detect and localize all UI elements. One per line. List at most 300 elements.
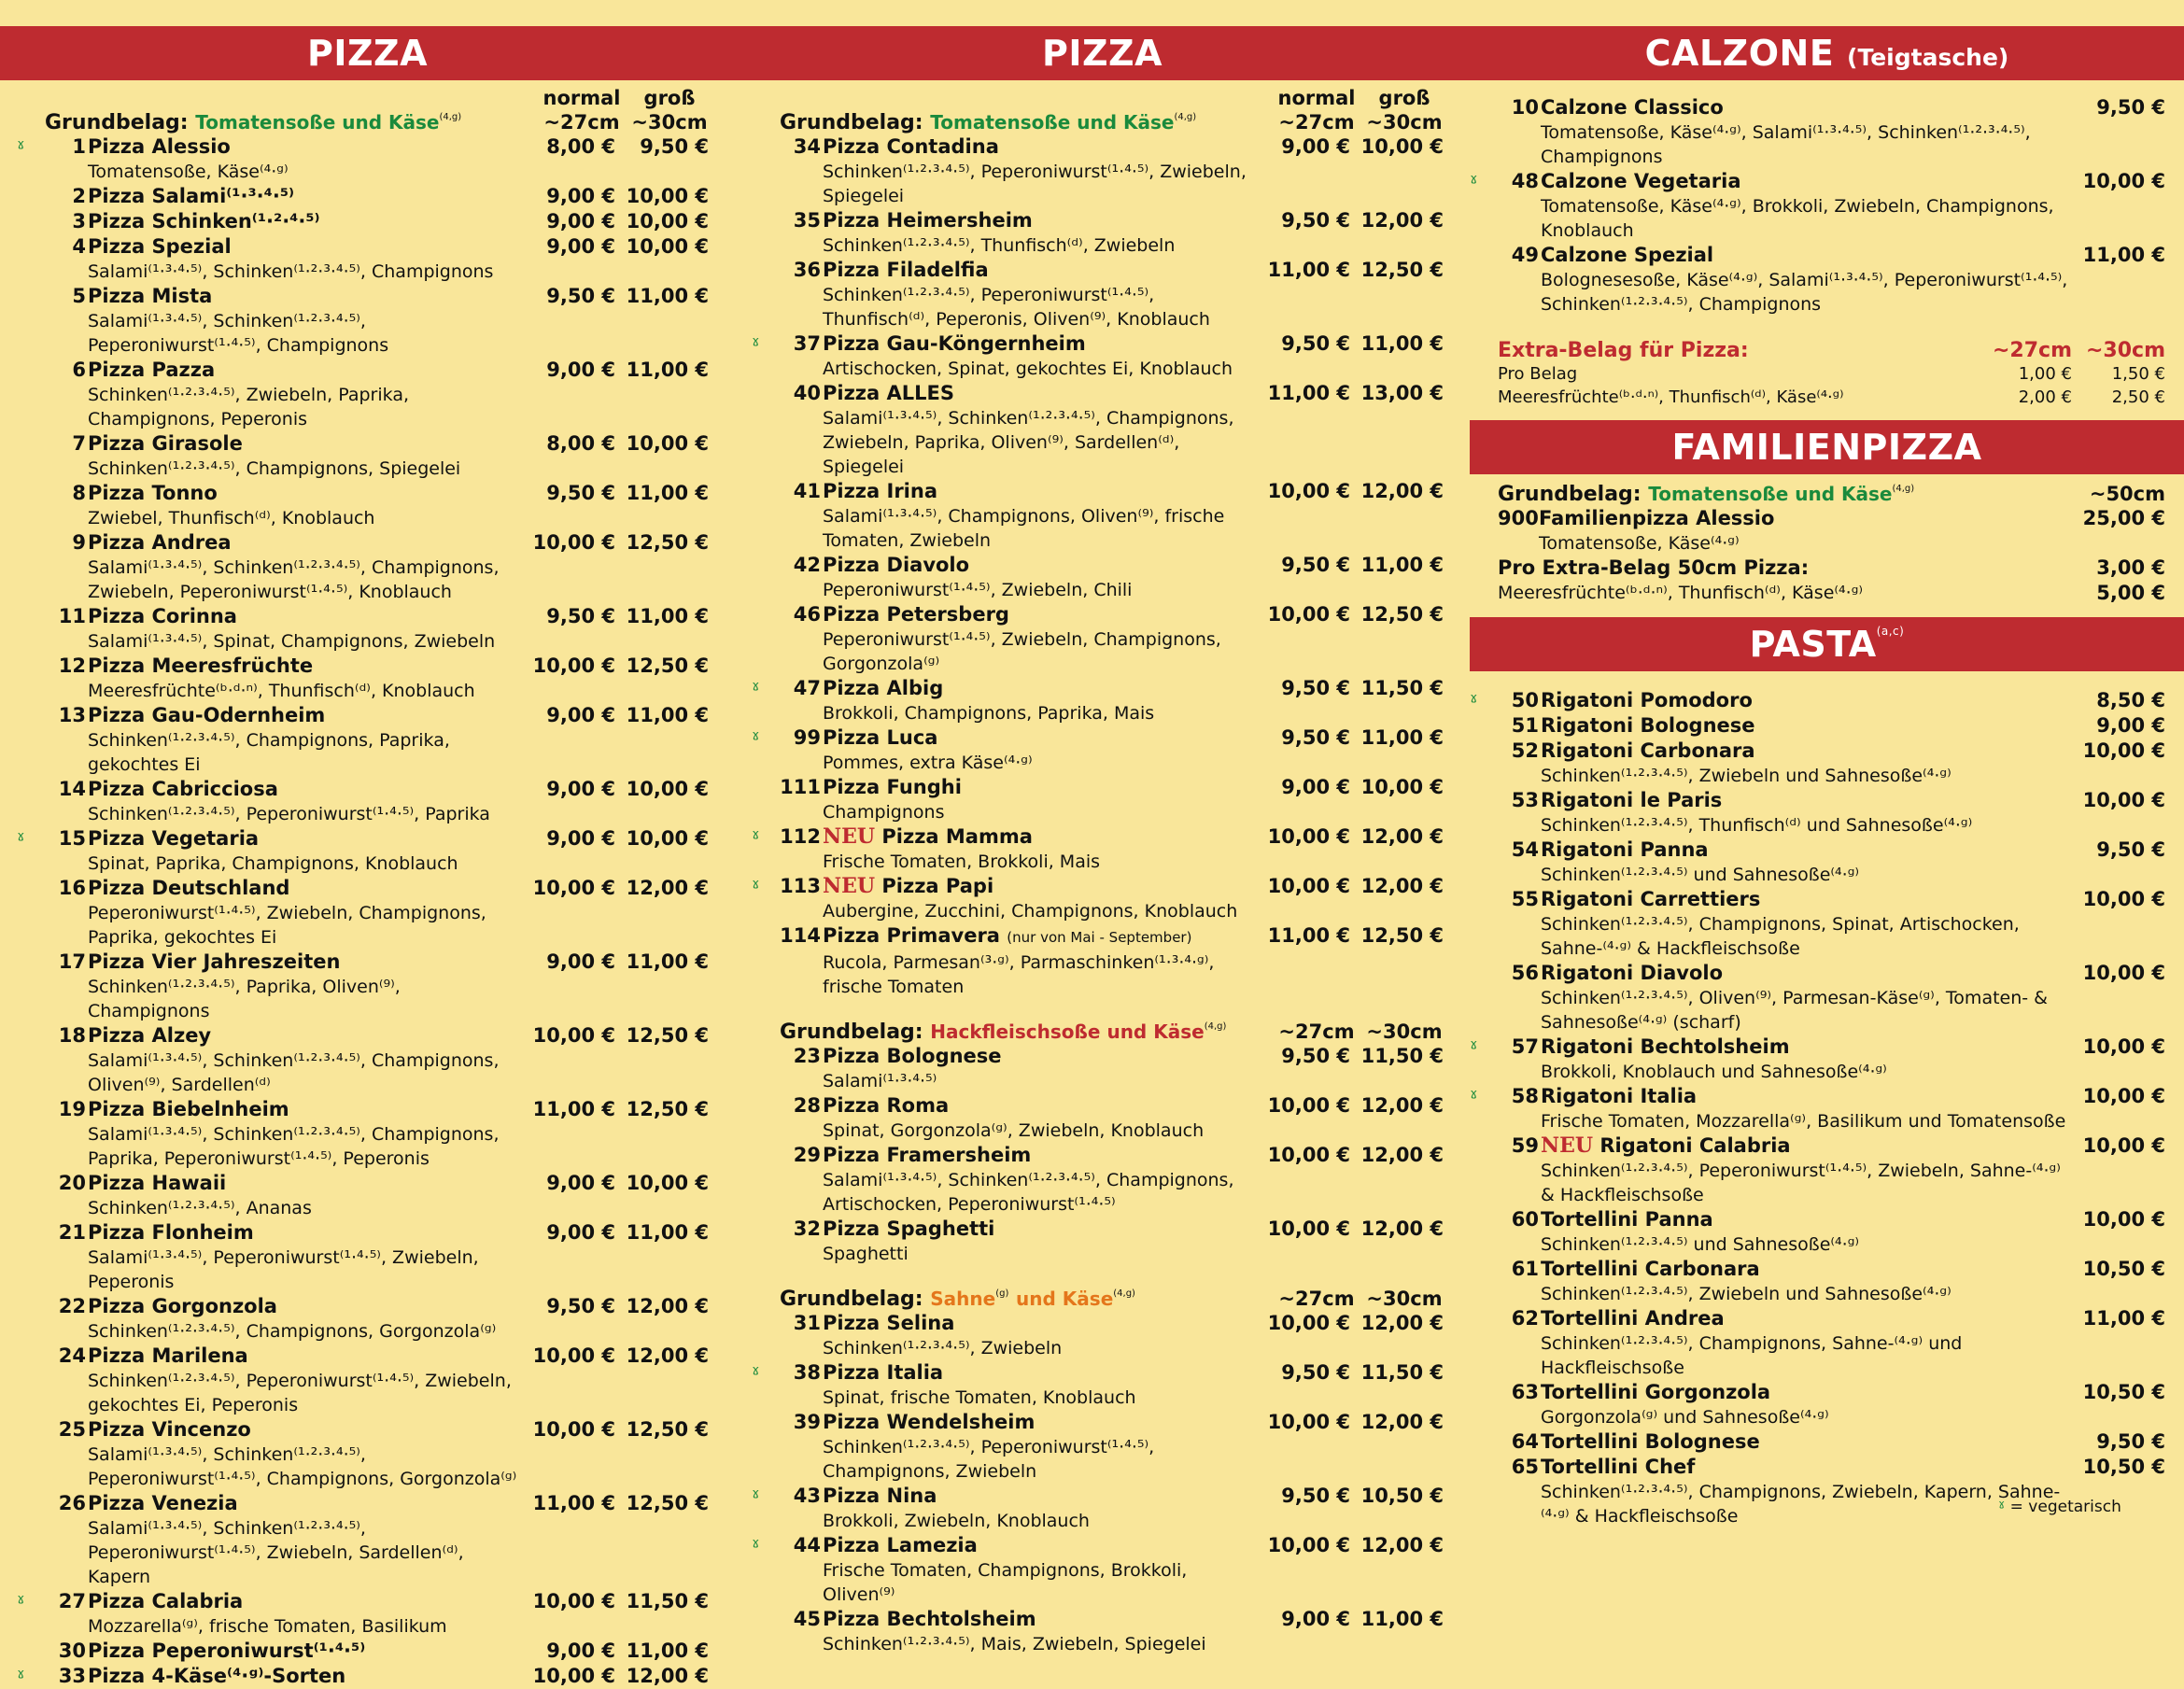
menu-item-53 <box>1498 788 2165 837</box>
item-desc: Schinken⁽¹·²·³·⁴·⁵⁾, Champignons, Zwiebeln, Kapern, Sahne-⁽⁴·ᵍ⁾ & Hackfleischsoße <box>1541 1482 2061 1527</box>
item-name: Tortellini Gorgonzola <box>1541 1381 1771 1403</box>
menu-item-35 <box>780 208 1444 258</box>
menu-item-36 <box>780 258 1444 331</box>
item-number: 22 <box>58 1295 86 1317</box>
item-main <box>86 1639 518 1664</box>
item-name-line <box>823 258 1253 283</box>
item-number: 36 <box>793 259 821 281</box>
item-price-large: 10,50 € <box>1360 1485 1444 1507</box>
vegetarian-icon: ˠ <box>1998 1498 2006 1516</box>
item-price-normal: 10,00 € <box>532 654 615 677</box>
vegetarian-icon: ˠ <box>1470 1085 1478 1107</box>
item-desc: Spinat, frische Tomaten, Knoblauch <box>823 1387 1136 1408</box>
item-name: Pizza Heimersheim <box>823 209 1033 232</box>
item-main <box>1539 1429 2072 1455</box>
item-name: Pizza Mamma <box>881 825 1033 848</box>
item-main <box>1539 1207 2072 1257</box>
item-desc: Pommes, extra Käse⁽⁴·ᵍ⁾ <box>823 753 1033 773</box>
item-price: 10,00 € <box>2082 888 2165 910</box>
item-name: Pizza Marilena <box>88 1344 248 1367</box>
item-name-line <box>88 134 518 160</box>
item-price-normal: 11,00 € <box>1267 259 1350 281</box>
item-price-normal: 8,00 € <box>546 432 615 455</box>
item-price-normal: 10,00 € <box>1267 1411 1350 1433</box>
item-name-line <box>88 234 518 260</box>
item-main <box>821 725 1253 775</box>
item-price-normal: 10,00 € <box>1267 1312 1350 1334</box>
item-price-large: 11,00 € <box>626 482 709 504</box>
item-name-line <box>823 602 1253 627</box>
item-price: 11,00 € <box>2082 244 2165 266</box>
extra-row-price-2: 2,50 € <box>2111 387 2165 407</box>
menu-item-37 <box>752 331 1444 381</box>
family-extra-price: 3,00 € <box>2096 556 2165 579</box>
item-price-large: 12,00 € <box>626 1665 709 1687</box>
item-number: 27 <box>58 1590 86 1612</box>
menu-item-22 <box>45 1294 709 1344</box>
item-number: 45 <box>793 1608 821 1630</box>
item-name: Pizza Deutschland <box>88 877 290 899</box>
item-number: 32 <box>793 1217 821 1240</box>
item-price-normal: 9,00 € <box>546 359 615 381</box>
item-name-line <box>1541 739 2072 764</box>
item-main <box>1539 788 2072 837</box>
item-price-large: 12,50 € <box>1360 924 1444 947</box>
item-name: Pizza Schinken⁽¹·²·⁴·⁵⁾ <box>88 210 320 232</box>
item-name: Pizza Alzey <box>88 1024 212 1047</box>
item-name: Pizza Venezia <box>88 1492 238 1514</box>
menu-item-28 <box>780 1093 1444 1143</box>
item-name: Pizza Framersheim <box>823 1144 1032 1166</box>
item-number: 37 <box>793 332 821 355</box>
item-price-normal: 9,00 € <box>546 827 615 850</box>
item-price-large: 11,00 € <box>1360 1608 1444 1630</box>
menu-item-54 <box>1498 837 2165 887</box>
item-main <box>86 703 518 777</box>
item-name-line <box>1541 837 2072 863</box>
item-price-normal: 9,50 € <box>546 285 615 307</box>
item-main <box>86 1664 518 1689</box>
item-price: 9,50 € <box>2096 1430 2165 1453</box>
item-desc: Rucola, Parmesan⁽³·ᵍ⁾, Parmaschinken⁽¹·³·⁴·ᵍ⁾, frische Tomaten <box>823 952 1215 997</box>
item-price-large: 11,50 € <box>1360 1045 1444 1067</box>
base-value: Tomatensoße und Käse <box>195 111 440 134</box>
menu-item-39 <box>780 1410 1444 1484</box>
item-name-line <box>823 775 1253 800</box>
menu-item-50 <box>1470 688 2165 713</box>
base-label: Grundbelag: <box>780 111 923 134</box>
item-name-line <box>88 1220 518 1246</box>
menu-item-1 <box>17 134 709 184</box>
menu-item-31 <box>780 1311 1444 1360</box>
item-number: 5 <box>72 285 86 307</box>
item-price-normal: 10,00 € <box>532 1665 615 1687</box>
item-name: Rigatoni Carbonara <box>1541 739 1755 762</box>
item-price-large: 12,50 € <box>626 1024 709 1047</box>
size-normal-cm: ~27cm <box>1278 1288 1355 1310</box>
item-main <box>821 479 1253 553</box>
item-name-line <box>88 826 518 852</box>
item-name-line <box>1541 1257 2072 1282</box>
menu-item-42 <box>780 553 1444 602</box>
section-title-pizza-1: PIZZA <box>0 26 735 80</box>
item-main <box>1539 1035 2072 1084</box>
item-main <box>86 654 518 703</box>
item-name: Calzone Spezial <box>1541 244 1714 266</box>
item-price-normal: 10,00 € <box>1267 1217 1350 1240</box>
item-name-line <box>1541 1035 2072 1060</box>
item-price-normal: 9,00 € <box>546 778 615 800</box>
item-price-normal: 10,00 € <box>1267 1534 1350 1556</box>
item-price-large: 10,00 € <box>626 210 709 232</box>
item-price-large: 12,00 € <box>1360 1094 1444 1117</box>
item-number: 17 <box>58 950 86 973</box>
item-name: Pizza Meeresfrüchte <box>88 654 314 677</box>
item-main <box>821 134 1253 208</box>
item-main <box>1539 1455 2072 1528</box>
item-main <box>1539 95 2072 169</box>
item-name-line <box>88 1639 518 1664</box>
base-sup: (4,g) <box>1892 484 1915 494</box>
item-price-normal: 9,00 € <box>546 210 615 232</box>
item-number: 50 <box>1511 689 1539 711</box>
item-number: 12 <box>58 654 86 677</box>
item-number: 39 <box>793 1411 821 1433</box>
item-price-large: 10,00 € <box>1360 135 1444 158</box>
item-number: 38 <box>793 1361 821 1384</box>
menu-item-21 <box>45 1220 709 1294</box>
size-normal-cm: ~27cm <box>1278 111 1355 134</box>
item-number: 24 <box>58 1344 86 1367</box>
item-name-line <box>88 703 518 728</box>
item-desc: Meeresfrüchte⁽ᵇ·ᵈ·ⁿ⁾, Thunfisch⁽ᵈ⁾, Knoblauch <box>88 681 475 701</box>
item-name: Tortellini Chef <box>1541 1456 1696 1478</box>
item-name-line <box>1541 169 2072 194</box>
item-price-normal: 10,00 € <box>1267 480 1350 502</box>
item-price: 10,50 € <box>2082 1381 2165 1403</box>
item-main <box>821 1044 1253 1093</box>
item-number: 56 <box>1511 962 1539 984</box>
item-desc: Schinken⁽¹·²·³·⁴·⁵⁾, Peperoniwurst⁽¹·⁴·⁵⁾, Champignons, Zwiebeln <box>823 1437 1155 1482</box>
base-value-1: Sahne <box>930 1288 996 1310</box>
vegetarian-icon: ˠ <box>17 827 25 850</box>
item-price-normal: 9,50 € <box>1281 554 1350 576</box>
item-price-large: 12,00 € <box>626 1295 709 1317</box>
item-desc: Salami⁽¹·³·⁴·⁵⁾, Champignons, Oliven⁽⁹⁾, frische Tomaten, Zwiebeln <box>823 506 1225 551</box>
item-number: 25 <box>58 1418 86 1441</box>
item-name-line <box>823 479 1253 504</box>
item-price: 10,00 € <box>2082 170 2165 192</box>
menu-item-58 <box>1470 1084 2165 1133</box>
size-normal-label: normal <box>1277 87 1356 109</box>
item-price: 10,50 € <box>2082 1456 2165 1478</box>
item-number: 11 <box>58 605 86 627</box>
size-normal-cm: ~27cm <box>543 111 620 134</box>
item-name: Pizza 4-Käse⁽⁴·ᵍ⁾-Sorten <box>88 1665 346 1687</box>
item-price-large: 12,00 € <box>1360 875 1444 897</box>
menu-item-17 <box>45 950 709 1023</box>
item-price-normal: 10,00 € <box>532 1024 615 1047</box>
family-extra-label: Pro Extra-Belag 50cm Pizza: <box>1498 556 1810 579</box>
item-number: 28 <box>793 1094 821 1117</box>
item-main <box>821 381 1253 479</box>
item-main <box>821 1093 1253 1143</box>
item-desc: Mozzarella⁽ᵍ⁾, frische Tomaten, Basilikum <box>88 1616 447 1637</box>
item-price: 10,00 € <box>2082 1035 2165 1058</box>
item-main <box>86 826 518 876</box>
extra-topping-header <box>1498 339 2165 362</box>
item-desc: Schinken⁽¹·²·³·⁴·⁵⁾, Oliven⁽⁹⁾, Parmesan-Käse⁽ᵍ⁾, Tomaten- & Sahnesoße⁽⁴·ᵍ⁾ (scharf) <box>1541 988 2048 1033</box>
item-name-line <box>823 381 1253 406</box>
vegetarian-icon: ˠ <box>752 677 760 699</box>
item-desc: Schinken⁽¹·²·³·⁴·⁵⁾, Peperoniwurst⁽¹·⁴·⁵⁾, Zwiebeln, Sahne-⁽⁴·ᵍ⁾ & Hackfleischsoße <box>1541 1161 2061 1205</box>
menu-item-48 <box>1470 169 2165 243</box>
item-desc: Tomatensoße, Käse⁽⁴·ᵍ⁾ <box>88 162 289 182</box>
item-name: Tortellini Panna <box>1541 1208 1713 1231</box>
item-price-normal: 10,00 € <box>1267 1144 1350 1166</box>
item-price-normal: 9,00 € <box>546 1221 615 1244</box>
item-name: Tortellini Carbonara <box>1541 1258 1760 1280</box>
extra-row-label: Pro Belag <box>1498 364 1578 384</box>
menu-item-27 <box>17 1589 709 1639</box>
size-large-cm: ~30cm <box>1366 1288 1443 1310</box>
item-desc: Brokkoli, Knoblauch und Sahnesoße⁽⁴·ᵍ⁾ <box>1541 1062 1887 1082</box>
item-desc: Schinken⁽¹·²·³·⁴·⁵⁾, Thunfisch⁽ᵈ⁾ und Sahnesoße⁽⁴·ᵍ⁾ <box>1541 815 1973 836</box>
item-number: 41 <box>793 480 821 502</box>
family-size: ~50cm <box>2089 483 2165 505</box>
item-main <box>1539 688 2072 713</box>
vegetarian-icon: ˠ <box>1470 689 1478 711</box>
item-price-large: 11,00 € <box>1360 554 1444 576</box>
item-number: 18 <box>58 1024 86 1047</box>
item-name: Pizza Alessio <box>88 135 231 158</box>
item-main <box>821 1410 1253 1484</box>
item-price-normal: 9,00 € <box>546 235 615 258</box>
base-header <box>780 86 1444 134</box>
item-desc: Salami⁽¹·³·⁴·⁵⁾, Schinken⁽¹·²·³·⁴·⁵⁾, Peperoniwurst⁽¹·⁴·⁵⁾, Zwiebeln, Sardellen⁽ᵈ⁾, Kapern <box>88 1518 464 1587</box>
item-name: Pizza Spezial <box>88 235 232 258</box>
item-number: 43 <box>793 1485 821 1507</box>
item-name-line <box>88 1589 518 1614</box>
base-sup: (4,g) <box>1204 1021 1227 1032</box>
item-main <box>1539 1380 2072 1429</box>
menu-item-64 <box>1498 1429 2165 1455</box>
item-number: 13 <box>58 704 86 726</box>
menu-item-9 <box>45 530 709 604</box>
pizza-list-2b <box>780 1044 1444 1266</box>
item-name-line <box>823 923 1253 950</box>
item-price-large: 12,50 € <box>626 531 709 554</box>
item-price-normal: 9,00 € <box>1281 1608 1350 1630</box>
menu-item-14 <box>45 777 709 826</box>
item-name: Rigatoni Diavolo <box>1541 962 1724 984</box>
item-number: 900 <box>1498 507 1539 529</box>
item-price-large: 12,00 € <box>626 877 709 899</box>
section-title-pizza-2: PIZZA <box>735 26 1470 80</box>
item-name: Pizza Peperoniwurst⁽¹·⁴·⁵⁾ <box>88 1640 366 1662</box>
item-price-normal: 9,00 € <box>546 185 615 207</box>
item-main <box>86 1294 518 1344</box>
item-desc: Salami⁽¹·³·⁴·⁵⁾, Schinken⁽¹·²·³·⁴·⁵⁾, Champignons, Artischocken, Peperoniwurst⁽¹·⁴·⁵⁾ <box>823 1170 1234 1215</box>
item-number: 8 <box>72 482 86 504</box>
item-main <box>821 602 1253 676</box>
item-number: 40 <box>793 382 821 404</box>
item-number: 112 <box>780 825 821 848</box>
item-main <box>86 431 518 481</box>
item-main <box>821 1217 1253 1266</box>
menu-item-99 <box>752 725 1444 775</box>
item-name: Pizza Mista <box>88 285 213 307</box>
item-number: 26 <box>58 1492 86 1514</box>
item-name: Pizza Irina <box>823 480 938 502</box>
base-value: Tomatensoße und Käse <box>1648 483 1893 505</box>
item-desc: Schinken⁽¹·²·³·⁴·⁵⁾, Peperoniwurst⁽¹·⁴·⁵⁾, Paprika <box>88 804 490 824</box>
item-desc: Bolognesesoße, Käse⁽⁴·ᵍ⁾, Salami⁽¹·³·⁴·⁵⁾, Peperoniwurst⁽¹·⁴·⁵⁾, Schinken⁽¹·²·³·⁴·⁵⁾, Champignons <box>1541 270 2068 315</box>
item-desc: Tomatensoße, Käse⁽⁴·ᵍ⁾ <box>1539 533 1740 554</box>
menu-item-8 <box>45 481 709 530</box>
item-desc: Salami⁽¹·³·⁴·⁵⁾, Schinken⁽¹·²·³·⁴·⁵⁾, Champignons, Zwiebeln, Peperoniwurst⁽¹·⁴·⁵⁾, Knoblauch <box>88 557 500 602</box>
item-price-large: 11,00 € <box>626 285 709 307</box>
menu-item-52 <box>1498 739 2165 788</box>
item-price-normal: 8,00 € <box>546 135 615 158</box>
item-desc: Schinken⁽¹·²·³·⁴·⁵⁾, Zwiebeln und Sahnesoße⁽⁴·ᵍ⁾ <box>1541 766 1952 786</box>
calzone-column <box>1470 26 2184 1528</box>
size-normal-cm: ~27cm <box>1278 1020 1355 1043</box>
item-name: Pizza Salami⁽¹·³·⁴·⁵⁾ <box>88 185 295 207</box>
item-number: 44 <box>793 1534 821 1556</box>
item-name-line <box>823 824 1253 850</box>
item-number: 23 <box>793 1045 821 1067</box>
item-price-large: 10,00 € <box>626 827 709 850</box>
pasta-list <box>1470 688 2165 1528</box>
item-name-line <box>1541 1429 2072 1455</box>
item-name-line <box>1541 961 2072 986</box>
item-name-line <box>1541 887 2072 912</box>
menu-item-19 <box>45 1097 709 1171</box>
item-name: Rigatoni Pomodoro <box>1541 689 1753 711</box>
item-price: 9,50 € <box>2096 838 2165 861</box>
item-number: 34 <box>793 135 821 158</box>
item-name-line <box>1541 1380 2072 1405</box>
item-name-line <box>88 358 518 383</box>
family-extra-row <box>1498 556 2165 606</box>
item-name: Pizza Albig <box>823 677 944 699</box>
item-number: 57 <box>1511 1035 1539 1058</box>
calzone-list <box>1470 95 2165 317</box>
pizza-column-1 <box>0 26 735 1689</box>
item-number: 64 <box>1511 1430 1539 1453</box>
item-name: Pizza Cabricciosa <box>88 778 278 800</box>
item-main <box>1539 713 2072 739</box>
item-price: 10,00 € <box>2082 1085 2165 1107</box>
item-price-normal: 11,00 € <box>532 1098 615 1120</box>
menu-item-12 <box>45 654 709 703</box>
item-name-line <box>823 1484 1253 1509</box>
item-number: 55 <box>1511 888 1539 910</box>
item-name: Rigatoni Calabria <box>1599 1134 1791 1157</box>
item-main <box>86 1417 518 1491</box>
menu-item-43 <box>752 1484 1444 1533</box>
menu-item-59 <box>1498 1133 2165 1207</box>
item-name: Pizza Gorgonzola <box>88 1295 277 1317</box>
menu-item-60 <box>1498 1207 2165 1257</box>
item-name: Pizza Tonno <box>88 482 218 504</box>
item-price-large: 12,00 € <box>1360 1312 1444 1334</box>
item-desc: Schinken⁽¹·²·³·⁴·⁵⁾, Ananas <box>88 1198 312 1218</box>
item-number: 65 <box>1511 1456 1539 1478</box>
item-main <box>86 134 518 184</box>
item-price-normal: 11,00 € <box>532 1492 615 1514</box>
item-price-normal: 10,00 € <box>532 1418 615 1441</box>
item-name-line <box>1541 95 2072 120</box>
extra-topping-row <box>1498 362 2165 386</box>
item-main <box>86 1097 518 1171</box>
item-name: Pizza Funghi <box>823 776 962 798</box>
item-main <box>1539 1133 2072 1207</box>
pizza-column-2 <box>735 26 1470 1656</box>
pizza-list-1 <box>17 134 709 1689</box>
item-desc: Salami⁽¹·³·⁴·⁵⁾, Peperoniwurst⁽¹·⁴·⁵⁾, Zwiebeln, Peperonis <box>88 1247 479 1292</box>
item-price-normal: 9,50 € <box>1281 1485 1350 1507</box>
item-number: 3 <box>72 210 86 232</box>
item-name: Pizza Bechtolsheim <box>823 1608 1036 1630</box>
item-name: Pizza Biebelnheim <box>88 1098 289 1120</box>
item-name: Pizza Roma <box>823 1094 950 1117</box>
vegetarian-icon: ˠ <box>752 1485 760 1507</box>
item-price: 10,00 € <box>2082 1208 2165 1231</box>
item-name-line <box>88 876 518 901</box>
vegetarian-icon: ˠ <box>1470 170 1478 192</box>
item-name: Pizza ALLES <box>823 382 955 404</box>
menu-item-114 <box>780 923 1444 999</box>
extra-row-price-1: 1,00 € <box>2018 364 2072 384</box>
item-desc: Schinken⁽¹·²·³·⁴·⁵⁾, Paprika, Oliven⁽⁹⁾, Champignons <box>88 977 401 1021</box>
size-large-cm: ~30cm <box>631 111 708 134</box>
item-number: 62 <box>1511 1307 1539 1330</box>
item-name-line <box>823 1044 1253 1069</box>
item-main <box>86 284 518 358</box>
item-price: 10,00 € <box>2082 962 2165 984</box>
item-number: 48 <box>1511 170 1539 192</box>
item-price-large: 11,00 € <box>626 1221 709 1244</box>
item-price-large: 11,50 € <box>626 1590 709 1612</box>
item-desc: Salami⁽¹·³·⁴·⁵⁾, Spinat, Champignons, Zwiebeln <box>88 631 496 652</box>
item-number: 53 <box>1511 789 1539 811</box>
size-normal-label: normal <box>542 87 621 109</box>
pasta-title: PASTA <box>1749 624 1877 665</box>
item-main <box>86 950 518 1023</box>
item-price-large: 12,00 € <box>1360 1217 1444 1240</box>
item-name: Pizza Vegetaria <box>88 827 260 850</box>
menu-item-62 <box>1498 1306 2165 1380</box>
new-badge: NEU <box>823 874 876 898</box>
item-number: 47 <box>793 677 821 699</box>
item-main <box>821 775 1253 824</box>
item-desc: Schinken⁽¹·²·³·⁴·⁵⁾, Peperoniwurst⁽¹·⁴·⁵⁾, Thunfisch⁽ᵈ⁾, Peperonis, Oliven⁽⁹⁾, Knoblauch <box>823 285 1210 330</box>
item-name-line <box>1541 713 2072 739</box>
item-name-line <box>1541 1207 2072 1232</box>
item-desc: Spinat, Gorgonzola⁽ᵍ⁾, Zwiebeln, Knoblauch <box>823 1120 1205 1141</box>
base-sup: (4,g) <box>439 112 462 122</box>
menu-item-56 <box>1498 961 2165 1035</box>
menu-item-41 <box>780 479 1444 553</box>
item-price-normal: 9,50 € <box>1281 677 1350 699</box>
item-price-normal: 11,00 € <box>1267 382 1350 404</box>
base-label: Grundbelag: <box>45 111 189 134</box>
item-number: 111 <box>780 776 821 798</box>
item-price-normal: 9,00 € <box>546 704 615 726</box>
item-main <box>1539 961 2072 1035</box>
